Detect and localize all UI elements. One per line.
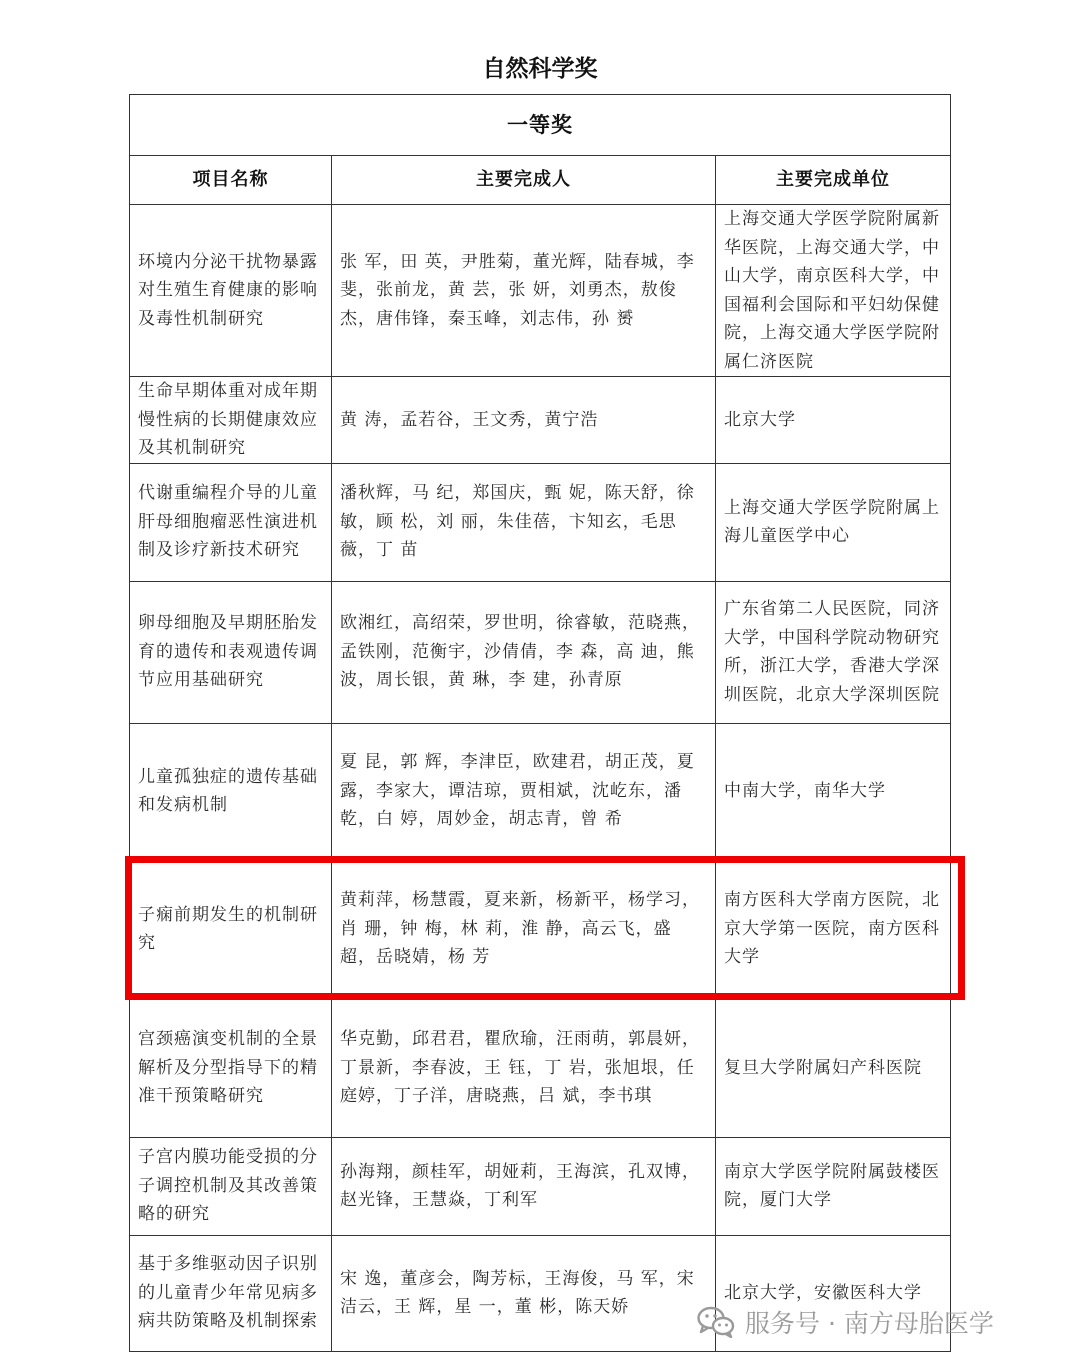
column-header-units: 主要完成单位 <box>716 156 951 205</box>
project-name: 环境内分泌干扰物暴露对生殖生育健康的影响及毒性机制研究 <box>130 205 332 377</box>
main-contributors: 张 军，田 英，尹胜菊，董光辉，陆春城，李 斐，张前龙，黄 芸，张 妍，刘勇杰，敖俊杰，唐伟锋，秦玉峰，刘志伟，孙 赟 <box>332 205 716 377</box>
award-table <box>129 94 951 1352</box>
project-name: 代谢重编程介导的儿童肝母细胞瘤恶性演进机制及诊疗新技术研究 <box>130 463 332 581</box>
project-name: 基于多维驱动因子识别的儿童青少年常见病多病共防策略及机制探索 <box>130 1235 332 1351</box>
main-institutions: 北京大学，安徽医科大学 <box>716 1235 951 1351</box>
project-name: 子痫前期发生的机制研究 <box>130 859 332 999</box>
table-row <box>130 999 951 1137</box>
main-contributors: 黄莉萍，杨慧霞，夏来新，杨新平，杨学习，肖 珊，钟 梅，林 莉，淮 静，高云飞，盛 超，岳晓婧，杨 芳 <box>332 859 716 999</box>
main-institutions: 南方医科大学南方医院，北京大学第一医院，南方医科大学 <box>716 859 951 999</box>
project-name: 子宫内膜功能受损的分子调控机制及其改善策略的研究 <box>130 1137 332 1235</box>
project-name: 儿童孤独症的遗传基础和发病机制 <box>130 723 332 859</box>
main-institutions: 上海交通大学医学院附属新华医院，上海交通大学，中山大学，南京医科大学，中国福利会国际和平妇幼保健院，上海交通大学医学院附属仁济医院 <box>716 205 951 377</box>
highlight-box <box>125 856 965 1000</box>
table-row <box>130 463 951 581</box>
main-contributors: 华克勤，邱君君，瞿欣瑜，汪雨萌，郭晨妍，丁景新，李春波，王 钰，丁 岩，张旭垠，任庭婷，丁子洋，唐晓燕，吕 斌，李书琪 <box>332 999 716 1137</box>
project-name: 宫颈癌演变机制的全景解析及分型指导下的精准干预策略研究 <box>130 999 332 1137</box>
main-institutions: 上海交通大学医学院附属上海儿童医学中心 <box>716 463 951 581</box>
main-institutions: 中南大学，南华大学 <box>716 723 951 859</box>
watermark <box>697 1302 994 1342</box>
table-row <box>130 377 951 464</box>
table-row <box>130 205 951 377</box>
main-contributors: 黄 涛，孟若谷，王文秀，黄宁浩 <box>332 377 716 464</box>
table-row <box>130 581 951 723</box>
main-institutions: 广东省第二人民医院，同济大学，中国科学院动物研究所，浙江大学，香港大学深圳医院，北京大学深圳医院 <box>716 581 951 723</box>
watermark-text: 服务号 · 南方母胎医学 <box>745 1309 994 1338</box>
project-name: 生命早期体重对成年期慢性病的长期健康效应及其机制研究 <box>130 377 332 464</box>
award-grade-heading: 一等奖 <box>130 95 951 156</box>
main-contributors: 欧湘红，高绍荣，罗世明，徐睿敏，范晓燕，孟铁刚，范衡宇，沙倩倩，李 森，高 迪，熊 波，周长银，黄 琳，李 建，孙青原 <box>332 581 716 723</box>
main-contributors: 孙海翔，颜桂军，胡娅莉，王海滨，孔双博，赵光锋，王慧焱，丁利军 <box>332 1137 716 1235</box>
wechat-icon <box>697 1306 735 1338</box>
column-header-project: 项目名称 <box>130 156 332 205</box>
main-institutions: 复旦大学附属妇产科医院 <box>716 999 951 1137</box>
main-contributors: 夏 昆，郭 辉，李津臣，欧建君，胡正茂，夏 露，李家大，谭洁琼，贾相斌，沈屹东，潘 乾，白 婷，周妙金，胡志青，曾 希 <box>332 723 716 859</box>
main-contributors: 宋 逸，董彦会，陶芳标，王海俊，马 军，宋洁云，王 辉，星 一，董 彬，陈天娇 <box>332 1235 716 1351</box>
project-name: 卵母细胞及早期胚胎发育的遗传和表观遗传调节应用基础研究 <box>130 581 332 723</box>
column-header-people: 主要完成人 <box>332 156 716 205</box>
main-institutions: 南京大学医学院附属鼓楼医院，厦门大学 <box>716 1137 951 1235</box>
table-row <box>130 1137 951 1235</box>
page-title: 自然科学奖 <box>482 56 598 82</box>
table-row <box>130 723 951 859</box>
main-contributors: 潘秋辉，马 纪，郑国庆，甄 妮，陈天舒，徐 敏，顾 松，刘 丽，朱佳蓓，卞知玄，毛思薇，丁 苗 <box>332 463 716 581</box>
main-institutions: 北京大学 <box>716 377 951 464</box>
